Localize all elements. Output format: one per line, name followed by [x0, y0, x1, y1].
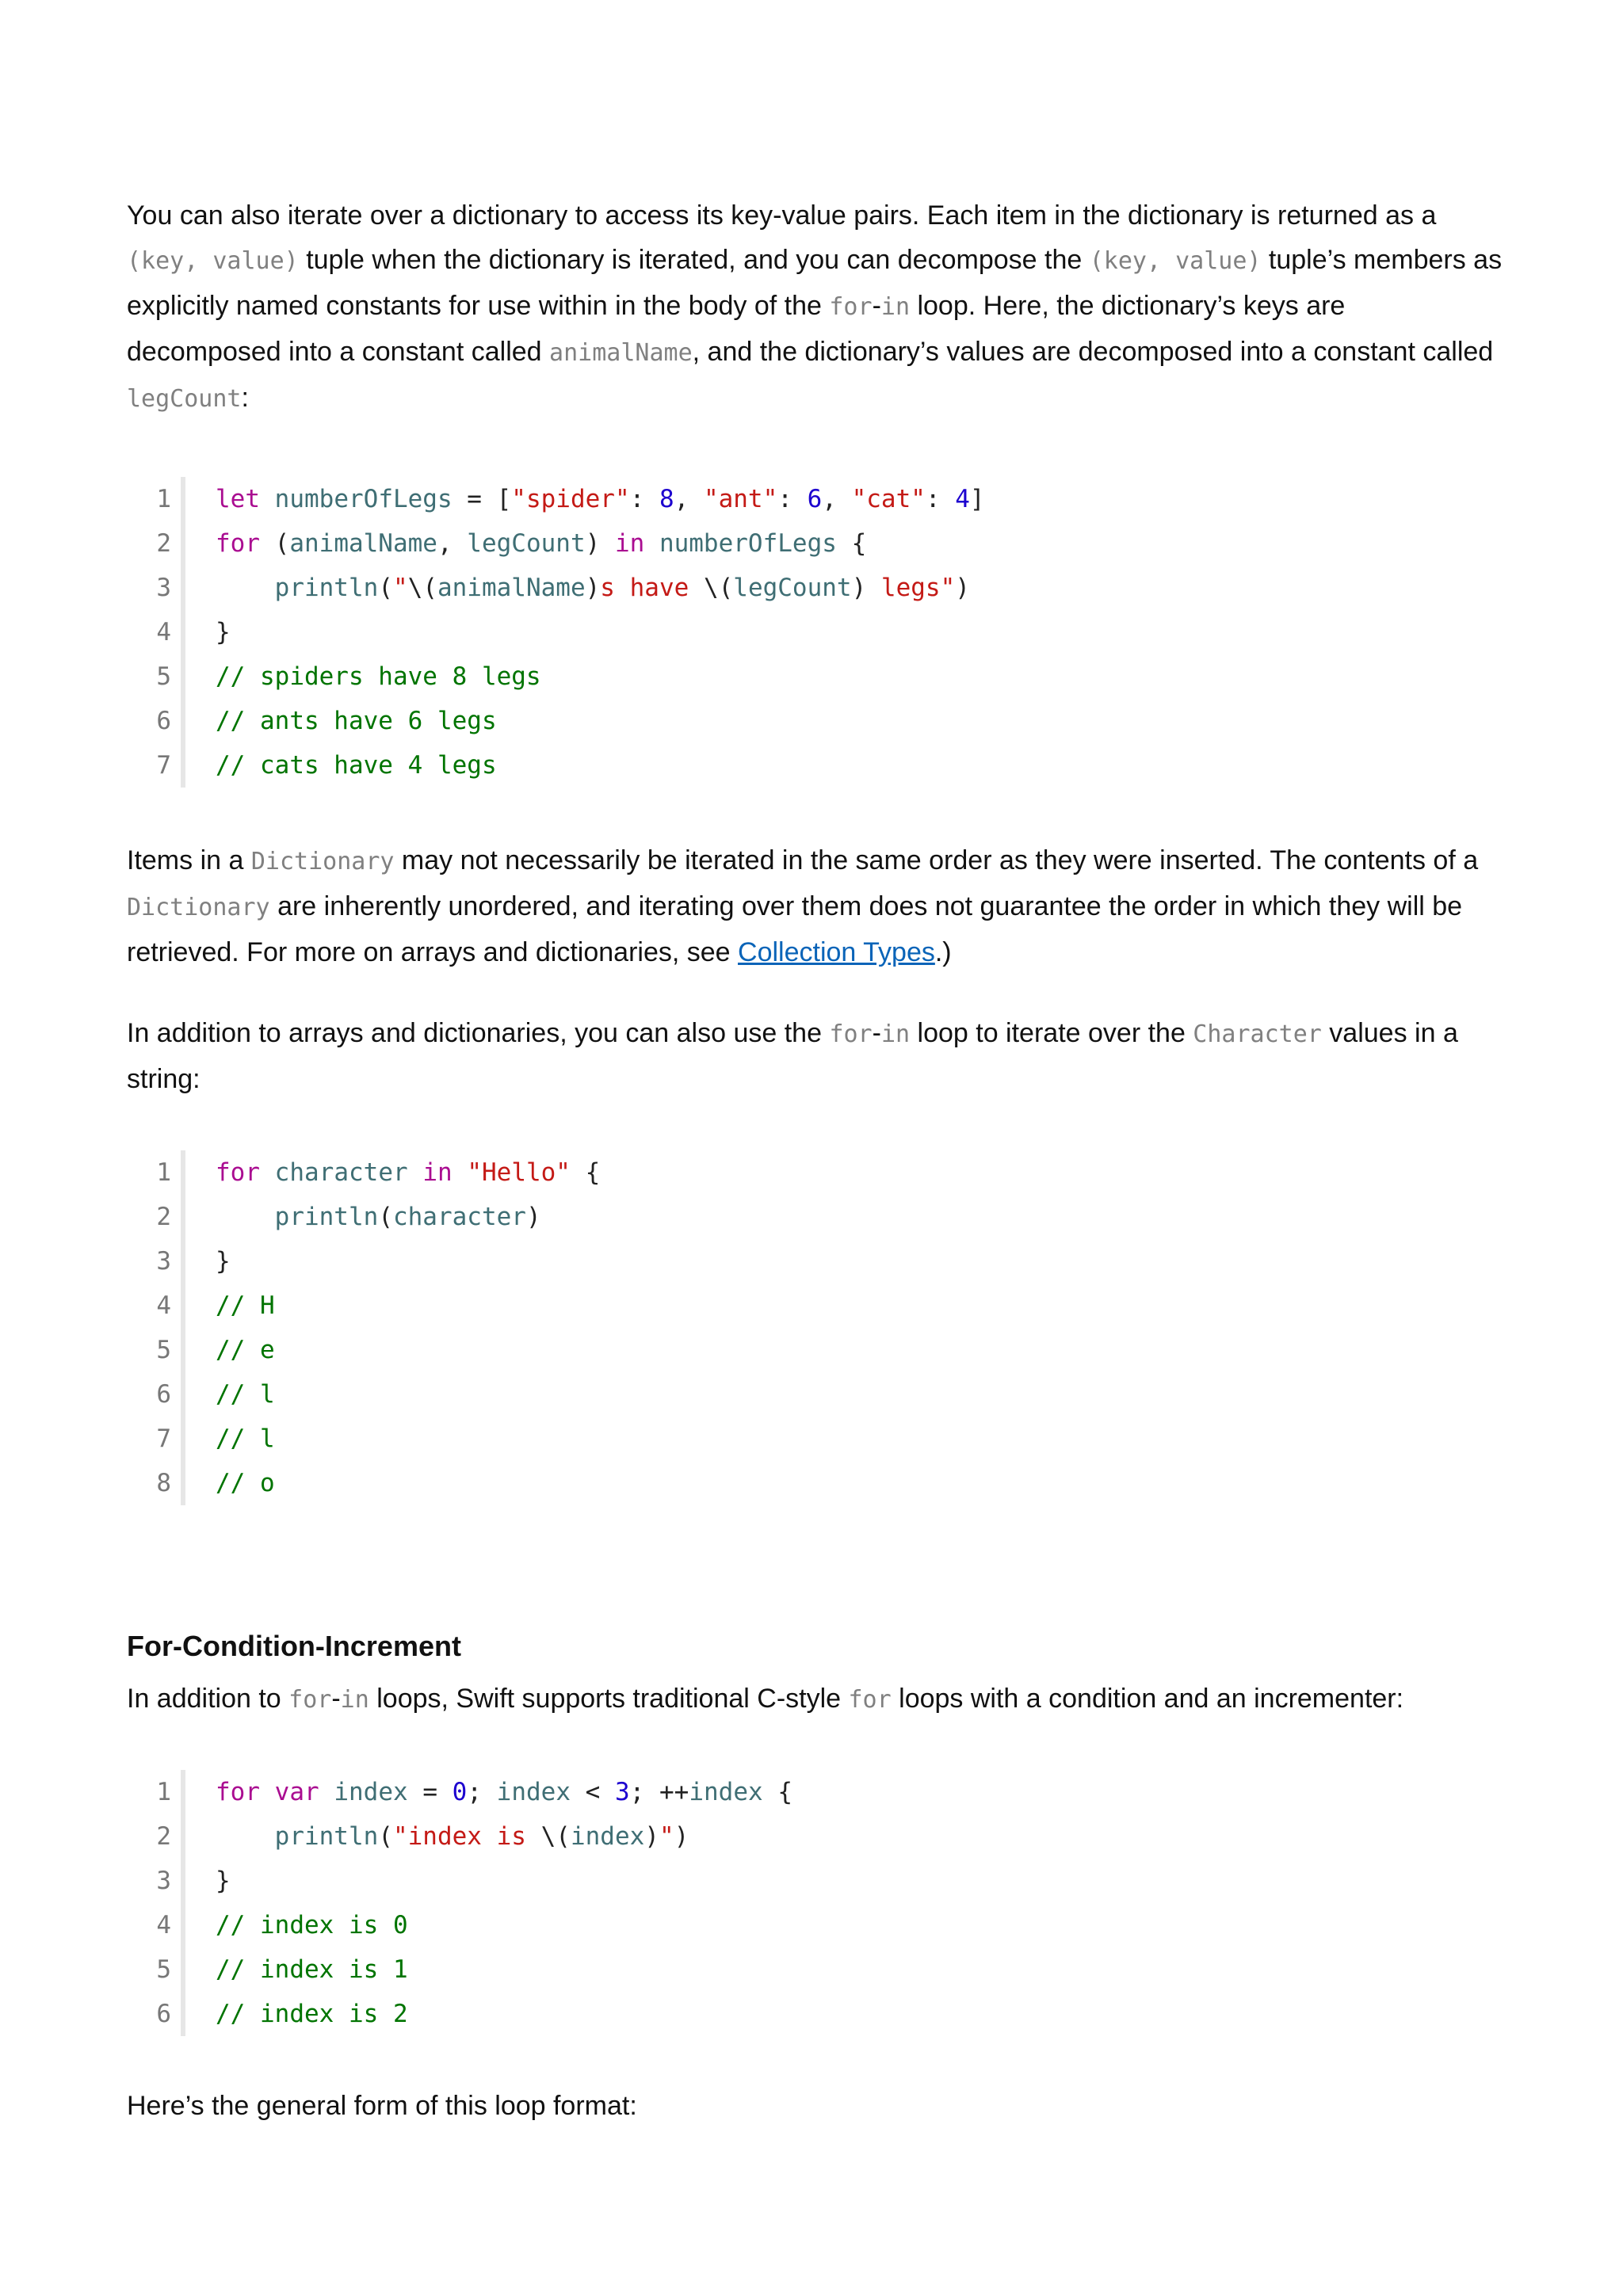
- code-token: [216, 574, 275, 602]
- code-token: println: [274, 1822, 379, 1851]
- code-line: [127, 477, 1506, 521]
- code-token: for: [216, 1158, 260, 1187]
- text: -: [331, 1684, 341, 1714]
- code-text: [185, 1328, 275, 1372]
- text: are inherently unordered, and iterating over them does not guarantee the order in which they will be retrieved. For more on arrays and dictionaries, see: [127, 891, 1463, 967]
- code-token: index: [570, 1822, 645, 1851]
- code-token: println: [274, 574, 379, 602]
- code-text: [185, 566, 970, 610]
- code-token: for: [216, 1778, 260, 1806]
- code-line: [127, 1859, 1506, 1903]
- inline-code: Dictionary: [250, 848, 395, 875]
- code-token: index: [334, 1778, 408, 1806]
- line-number: 2: [127, 521, 185, 566]
- code-text: [185, 1417, 275, 1461]
- line-number: 1: [127, 1770, 185, 1814]
- code-line: [127, 566, 1506, 610]
- code-line: [127, 521, 1506, 566]
- code-text: [185, 1859, 231, 1903]
- code-token: s have: [600, 574, 704, 602]
- line-number: 5: [127, 654, 185, 699]
- code-token: "Hello": [467, 1158, 571, 1187]
- code-text: [185, 1992, 408, 2036]
- code-token: ): [644, 1822, 659, 1851]
- code-token: ): [585, 574, 601, 602]
- code-block-c-style-for: [127, 1770, 1506, 2036]
- code-token: [644, 529, 659, 558]
- code-token: ; ++: [629, 1778, 689, 1806]
- inline-code: for: [848, 1686, 892, 1714]
- code-line: [127, 1903, 1506, 1947]
- code-token: animalName: [437, 574, 586, 602]
- code-token: // index is 0: [216, 1911, 408, 1939]
- code-token: ,: [822, 485, 852, 513]
- code-token: // l: [216, 1380, 275, 1409]
- code-token: [408, 1158, 423, 1187]
- inline-code: legCount: [127, 385, 242, 413]
- code-token: :: [777, 485, 808, 513]
- code-token: "ant": [703, 485, 778, 513]
- code-line: [127, 1283, 1506, 1328]
- code-token: 0: [452, 1778, 468, 1806]
- line-number: 1: [127, 1150, 185, 1195]
- code-token: 4: [955, 485, 970, 513]
- line-number: 6: [127, 1372, 185, 1417]
- code-token: ): [674, 1822, 689, 1851]
- inline-code: for: [829, 1020, 873, 1048]
- code-token: :: [629, 485, 659, 513]
- text: Items in a: [127, 845, 251, 875]
- code-token: }: [216, 1247, 231, 1276]
- code-line: [127, 743, 1506, 788]
- text: may not necessarily be iterated in the same order as they were inserted. The contents of a: [394, 845, 1479, 875]
- code-line: [127, 1328, 1506, 1372]
- line-number: 1: [127, 477, 185, 521]
- code-token: // spiders have 8 legs: [216, 662, 541, 691]
- code-text: [185, 699, 497, 743]
- code-token: (: [378, 1822, 393, 1851]
- inline-code: in: [880, 1020, 911, 1048]
- code-token: animalName: [289, 529, 437, 558]
- section-heading: For-Condition-Increment: [127, 1630, 461, 1662]
- inline-code: (key, value): [1089, 247, 1262, 275]
- code-token: =: [407, 1778, 453, 1806]
- code-token: ]: [969, 485, 985, 513]
- paragraph-dictionary-iteration: [127, 193, 1506, 421]
- code-token: ): [851, 574, 867, 602]
- code-token: "spider": [511, 485, 630, 513]
- code-text: [185, 1947, 408, 1992]
- code-token: ,: [437, 529, 468, 558]
- line-number: 2: [127, 1195, 185, 1239]
- code-text: [185, 1372, 275, 1417]
- code-token: legCount: [733, 574, 852, 602]
- text: loop. Here, the dictionary’s keys are decomposed into a constant called: [127, 291, 1346, 367]
- code-token: (: [260, 529, 290, 558]
- code-token: // index is 1: [216, 1955, 408, 1984]
- code-token: = [: [452, 485, 512, 513]
- code-token: (: [378, 574, 393, 602]
- code-token: for: [216, 529, 260, 558]
- code-text: [185, 743, 497, 788]
- code-token: ": [659, 1822, 674, 1851]
- code-token: (: [378, 1203, 393, 1231]
- line-number: 8: [127, 1461, 185, 1505]
- code-block-dictionary: [127, 477, 1506, 788]
- code-text: [185, 1283, 275, 1328]
- code-token: [319, 1778, 334, 1806]
- inline-code: Dictionary: [127, 894, 270, 921]
- code-line: [127, 1372, 1506, 1417]
- code-token: 8: [659, 485, 674, 513]
- text: In addition to arrays and dictionaries, you can also use the: [127, 1018, 830, 1048]
- collection-types-link[interactable]: Collection Types: [738, 937, 935, 967]
- code-line: [127, 1150, 1506, 1195]
- paragraph-general-form: Here’s the general form of this loop format:: [127, 2091, 637, 2121]
- text: In addition to: [127, 1684, 289, 1714]
- line-number: 7: [127, 1417, 185, 1461]
- paragraph-string-iteration: [127, 1011, 1506, 1101]
- code-token: // ants have 6 legs: [216, 707, 497, 735]
- text: tuple’s members as explicitly named constants for use within in the body of the: [127, 245, 1503, 321]
- code-token: ): [585, 529, 615, 558]
- code-token: in: [614, 529, 645, 558]
- inline-code: animalName: [549, 339, 693, 367]
- code-token: {: [836, 529, 867, 558]
- code-token: numberOfLegs: [274, 485, 453, 513]
- code-token: // l: [216, 1425, 275, 1453]
- code-token: character: [392, 1203, 526, 1231]
- paragraph-dictionary-order: [127, 838, 1506, 974]
- code-line: [127, 1195, 1506, 1239]
- text: loops with a condition and an incrementer:: [891, 1684, 1404, 1714]
- text: loop to iterate over the: [910, 1018, 1193, 1048]
- code-token: [216, 1822, 275, 1851]
- code-token: \(: [540, 1822, 571, 1851]
- code-block-string: [127, 1150, 1506, 1505]
- code-text: [185, 477, 985, 521]
- line-number: 3: [127, 566, 185, 610]
- code-token: ): [525, 1203, 541, 1231]
- inline-code: (key, value): [127, 247, 299, 275]
- line-number: 4: [127, 610, 185, 654]
- code-line: [127, 1461, 1506, 1505]
- code-token: {: [762, 1778, 792, 1806]
- text: You can also iterate over a dictionary to access its key-value pairs. Each item in the dictionary is returned as a: [127, 200, 1437, 231]
- line-number: 6: [127, 1992, 185, 2036]
- code-text: [185, 1150, 600, 1195]
- code-token: // o: [216, 1469, 275, 1497]
- code-token: [216, 1203, 275, 1231]
- code-text: [185, 1239, 231, 1283]
- code-line: [127, 1239, 1506, 1283]
- code-token: index: [689, 1778, 763, 1806]
- code-token: :: [925, 485, 956, 513]
- code-token: "cat": [851, 485, 926, 513]
- code-token: in: [422, 1158, 453, 1187]
- code-token: "index is: [392, 1822, 541, 1851]
- line-number: 4: [127, 1903, 185, 1947]
- line-number: 6: [127, 699, 185, 743]
- code-line: [127, 654, 1506, 699]
- code-token: let: [216, 485, 260, 513]
- code-token: [260, 1778, 275, 1806]
- line-number: 5: [127, 1947, 185, 1992]
- code-token: \(: [703, 574, 734, 602]
- code-text: [185, 1770, 792, 1814]
- code-token: }: [216, 618, 231, 646]
- text: tuple when the dictionary is iterated, and you can decompose the: [298, 245, 1090, 275]
- inline-code: for: [829, 293, 873, 321]
- text: values in a string:: [127, 1018, 1458, 1094]
- code-token: \(: [407, 574, 437, 602]
- code-token: ": [392, 574, 408, 602]
- code-token: [453, 1158, 468, 1187]
- code-token: legCount: [467, 529, 586, 558]
- text: , and the dictionary’s values are decomposed into a constant called: [692, 337, 1494, 367]
- code-token: [260, 1158, 275, 1187]
- code-text: [185, 1814, 689, 1859]
- paragraph-for-condition: [127, 1676, 1506, 1722]
- code-line: [127, 1770, 1506, 1814]
- line-number: 2: [127, 1814, 185, 1859]
- code-token: <: [571, 1778, 615, 1806]
- code-line: [127, 1417, 1506, 1461]
- line-number: 5: [127, 1328, 185, 1372]
- code-token: ;: [467, 1778, 497, 1806]
- code-line: [127, 1814, 1506, 1859]
- code-text: [185, 521, 866, 566]
- code-text: [185, 1195, 541, 1239]
- code-line: [127, 1947, 1506, 1992]
- code-token: // H: [216, 1291, 275, 1320]
- line-number: 7: [127, 743, 185, 788]
- code-token: legs": [866, 574, 956, 602]
- line-number: 3: [127, 1239, 185, 1283]
- text: :: [241, 383, 249, 413]
- text: -: [872, 1018, 881, 1048]
- code-token: 3: [615, 1778, 630, 1806]
- text: .): [934, 937, 952, 967]
- code-token: // cats have 4 legs: [216, 751, 497, 780]
- code-text: [185, 1461, 275, 1505]
- code-token: println: [274, 1203, 379, 1231]
- code-line: [127, 699, 1506, 743]
- code-line: [127, 1992, 1506, 2036]
- code-token: {: [570, 1158, 601, 1187]
- code-token: }: [216, 1867, 231, 1895]
- code-token: [260, 485, 275, 513]
- code-text: [185, 610, 231, 654]
- inline-code: in: [340, 1686, 369, 1714]
- inline-code: in: [880, 293, 911, 321]
- code-token: numberOfLegs: [659, 529, 837, 558]
- code-token: index: [496, 1778, 571, 1806]
- code-text: [185, 654, 541, 699]
- code-token: 6: [807, 485, 823, 513]
- code-line: [127, 610, 1506, 654]
- code-token: // e: [216, 1336, 275, 1364]
- inline-code: Character: [1193, 1020, 1322, 1048]
- code-token: // index is 2: [216, 2000, 408, 2028]
- text: -: [872, 291, 881, 321]
- code-token: ): [955, 574, 970, 602]
- line-number: 4: [127, 1283, 185, 1328]
- document-page: [127, 193, 1506, 2128]
- text: loops, Swift supports traditional C-style: [369, 1684, 849, 1714]
- inline-code: for: [288, 1686, 332, 1714]
- code-token: var: [274, 1778, 319, 1806]
- code-token: character: [274, 1158, 408, 1187]
- code-text: [185, 1903, 408, 1947]
- line-number: 3: [127, 1859, 185, 1903]
- code-token: ,: [674, 485, 704, 513]
